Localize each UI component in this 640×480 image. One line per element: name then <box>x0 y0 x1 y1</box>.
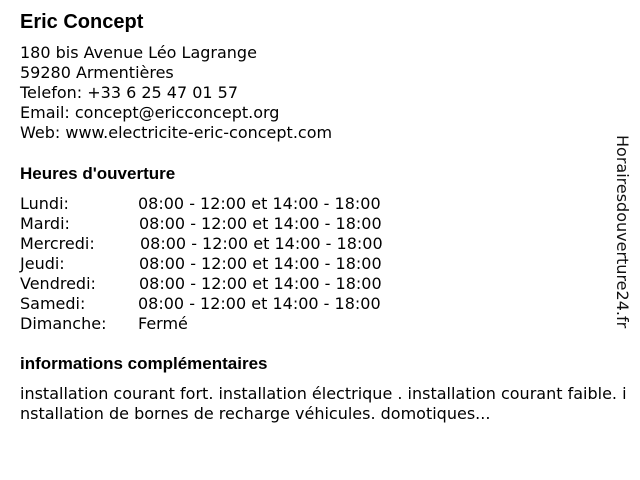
email-text: Email: concept@ericconcept.org <box>20 103 280 122</box>
address-line-2: 59280 Armentières <box>20 63 174 82</box>
business-name: Eric Concept <box>20 11 144 33</box>
day-label: Samedi: <box>20 294 86 313</box>
day-label: Mercredi: <box>20 234 95 253</box>
time-value: 08:00 - 12:00 et 14:00 - 18:00 <box>139 254 382 273</box>
site-watermark: Horairesdouverture24.fr <box>613 135 632 329</box>
time-value: 08:00 - 12:00 et 14:00 - 18:00 <box>140 234 383 253</box>
info-heading: informations complémentaires <box>20 354 268 373</box>
info-text: installation courant fort. installation électrique . installation courant faible. installation de bornes de recharge véhicules. domotiques... <box>20 384 627 423</box>
address-line-1: 180 bis Avenue Léo Lagrange <box>20 43 257 62</box>
time-value: 08:00 - 12:00 et 14:00 - 18:00 <box>138 194 381 213</box>
contact-block <box>20 43 332 143</box>
time-value: 08:00 - 12:00 et 14:00 - 18:00 <box>139 214 382 233</box>
day-label: Lundi: <box>20 194 69 213</box>
time-value: Fermé <box>138 314 188 333</box>
day-label: Mardi: <box>20 214 70 233</box>
time-value: 08:00 - 12:00 et 14:00 - 18:00 <box>139 274 382 293</box>
day-label: Dimanche: <box>20 314 107 333</box>
day-label: Vendredi: <box>20 274 96 293</box>
hours-heading: Heures d'ouverture <box>20 164 176 183</box>
day-label: Jeudi: <box>20 254 65 273</box>
time-value: 08:00 - 12:00 et 14:00 - 18:00 <box>138 294 381 313</box>
web-text: Web: www.electricite-eric-concept.com <box>20 123 333 142</box>
phone-text: Telefon: +33 6 25 47 01 57 <box>20 83 239 102</box>
